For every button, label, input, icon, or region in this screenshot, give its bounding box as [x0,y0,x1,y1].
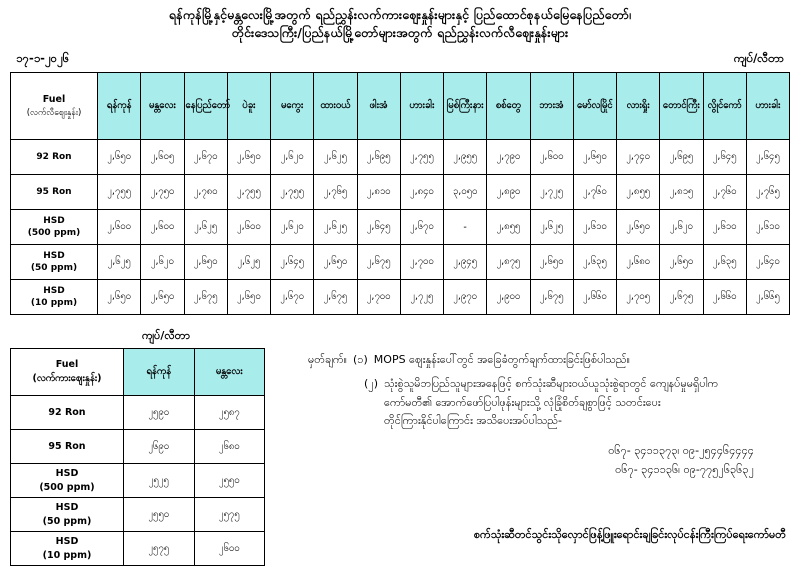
row-label-hsd500 [11,210,98,245]
cell-r1-c4: ၂,၇၅၅ [271,175,314,210]
column-header-7: ဟားခါး [400,73,443,140]
cell-r2-c2: ၂,၆၂၅ [184,210,227,245]
retail-table-body [11,140,790,315]
table-row [11,498,265,532]
table-row [11,245,790,280]
row-label-hsd50 [11,245,98,280]
cell-r4-c5: ၂,၆၇၅ [314,280,357,315]
cell-r3-c6: ၂,၆၇၅ [357,245,400,280]
wholesale-unit-label: ကျပ်/လီတာ [142,329,190,343]
cell-r2-c10: ၂,၆၂၅ [530,210,573,245]
cell-r2-c12: ၂,၆၅၀ [617,210,660,245]
table-row [11,280,790,315]
notes-label: မှတ်ချက်။ [308,353,348,367]
cell-r1-c9: ၂,၈၉၀ [487,175,530,210]
row-label-line-2: (10 ppm) [30,298,78,309]
cell-r3-c4: ၂,၆၄၅ [271,245,314,280]
wholesale-section [10,329,282,566]
cell-r4-c0: ၂,၆၅၀ [98,280,141,315]
cell-r0-c0: ၂,၆၅၀ [98,140,141,175]
page-title-line-1: ရန်ကုန်မြို့နှင့်မန္တလေးမြို့အတွက် ရည်ညွှန်းလက်ကားဈေးနှုန်းများနှင့် ပြည်ထောင်စုနယ်မြေနေပြည်တော်၊ [168,7,632,22]
note-text-1: MOPS ဈေးနှုန်းပေါ်တွင် အခြေခံတွက်ချက်ထားခြင်းဖြစ်ပါသည်။ [373,353,630,367]
cell-r4-c10: ၂,၆၇၅ [530,280,573,315]
column-header-3: ပဲခူး [227,73,270,140]
fuel-header-word: Fuel [55,359,79,370]
table-row [11,396,265,430]
note-item-2 [308,375,790,429]
cell-r1-c15: ၂,၇၆၅ [746,175,789,210]
cell-r2-c15: ၂,၆၁၀ [746,210,789,245]
cell-r4-c3: ၂,၆၅၀ [227,280,270,315]
cell-r0-c5: ၂,၆၂၅ [314,140,357,175]
fuel-header-sub: (လက်ကားဈေးနှုန်း) [32,373,102,385]
row-label-line-2: (500 ppm) [27,228,81,239]
wholesale-column-header-0: ရန်ကုန် [124,349,195,396]
cell-r2-c4: ၂,၆၂၀ [271,210,314,245]
cell-r1-c11: ၂,၇၆၀ [573,175,616,210]
cell-r0-c3: ၂,၆၅၀ [227,140,270,175]
cell-r0-c7: ၂,၇၅၅ [400,140,443,175]
cell-r2-c13: ၂,၆၂၀ [660,210,703,245]
wholesale-cell-r1-c0: ၂၆၉၀ [124,430,195,464]
cell-r2-c8: - [444,210,487,245]
cell-r4-c8: ၂,၉၇၀ [444,280,487,315]
cell-r3-c7: ၂,၇၀၀ [400,245,443,280]
row-label-line-1: HSD [43,250,65,261]
note-text-2-line-3: တိုင်ကြားနိုင်ပါကြောင်း အသိပေးအပ်ပါသည်- [384,413,562,427]
wholesale-row-label-hsd50 [11,498,124,532]
wholesale-row-label-95ron: 95 Ron [11,430,124,464]
wholesale-cell-r2-c0: ၂၅၂၅ [124,464,195,498]
wholesale-cell-r4-c0: ၂၅၇၅ [124,532,195,566]
column-header-11: မော်လမြိုင် [573,73,616,140]
cell-r1-c2: ၂,၇၈၀ [184,175,227,210]
cell-r0-c12: ၂,၇၄၀ [617,140,660,175]
note-text-2-line-2: ကော်မတီ၏ အောက်ဖော်ပြပါဖုန်းများသို့ လုံခြုံစိတ်ချစွာဖြင့် သတင်းပေး [384,395,661,409]
column-header-13: တောင်ကြီး [660,73,703,140]
row-label-line-1: HSD [43,285,65,296]
phone-line-2: ဝ၆၇- ၃၄၁၁၃၆၊ ဝ၉-၇၇၅၂၆၃၆၃၂ [615,462,754,476]
cell-r2-c14: ၂,၆၁၀ [703,210,746,245]
row-label-line-1: HSD [55,502,79,514]
cell-r2-c9: ၂,၈၅၅ [487,210,530,245]
cell-r0-c10: ၂,၆၀၀ [530,140,573,175]
cell-r4-c4: ၂,၆၇၀ [271,280,314,315]
cell-r3-c11: ၂,၆၃၅ [573,245,616,280]
cell-r1-c14: ၂,၇၆၀ [703,175,746,210]
cell-r0-c1: ၂,၆၀၅ [141,140,184,175]
row-label-line-1: HSD [43,215,65,226]
wholesale-table-head [11,349,265,396]
column-header-0: ရန်ကုန် [98,73,141,140]
note-text-2 [384,375,790,429]
cell-r0-c9: ၂,၇၉၀ [487,140,530,175]
cell-r1-c6: ၂,၈၁၀ [357,175,400,210]
column-header-1: မန္တလေး [141,73,184,140]
report-date: ၁၇-၁-၂၀၂၆ [16,51,70,66]
column-header-10: ဘားအံ [530,73,573,140]
row-label-line-2: (50 ppm) [30,263,78,274]
cell-r3-c15: ၂,၆၄၀ [746,245,789,280]
cell-r2-c0: ၂,၆၀၀ [98,210,141,245]
table-row [11,464,265,498]
column-header-9: စစ်တွေ [487,73,530,140]
column-header-8: မြစ်ကြီးနား [444,73,487,140]
row-label-hsd10 [11,280,98,315]
wholesale-column-header-1: မန္တလေး [194,349,265,396]
cell-r3-c0: ၂,၆၂၅ [98,245,141,280]
cell-r2-c6: ၂,၆၄၅ [357,210,400,245]
row-label-95ron: 95 Ron [11,175,98,210]
table-row [11,175,790,210]
retail-price-table [10,72,790,315]
column-header-6: ဖါးအံ [357,73,400,140]
contact-phones [308,442,790,479]
cell-r0-c13: ၂,၆၉၅ [660,140,703,175]
footer-committee-name: စက်သုံးဆီတင်သွင်းသိုလှောင်ဖြန့်ဖြူးရောင်းချခြင်းလုပ်ငန်းကြီးကြပ်ရေးကော်မတီ [473,528,786,541]
wholesale-price-table [10,348,265,566]
cell-r4-c14: ၂,၆၆၀ [703,280,746,315]
note-number-2: (၂) [364,377,378,391]
cell-r3-c8: ၂,၉၄၅ [444,245,487,280]
cell-r2-c3: ၂,၆၀၀ [227,210,270,245]
cell-r4-c13: ၂,၆၇၅ [660,280,703,315]
row-label-line-2: (50 ppm) [42,515,92,527]
cell-r4-c12: ၂,၇၀၅ [617,280,660,315]
wholesale-cell-r3-c1: ၂၅၇၅ [194,498,265,532]
cell-r0-c14: ၂,၆၄၅ [703,140,746,175]
notes-section [282,329,790,479]
cell-r1-c13: ၂,၈၁၅ [660,175,703,210]
cell-r3-c3: ၂,၆၂၅ [227,245,270,280]
meta-row [10,51,790,68]
note-number-1: (၁) [353,353,368,367]
table-row [11,430,265,464]
wholesale-row-label-92ron: 92 Ron [11,396,124,430]
wholesale-cell-r1-c1: ၂၆၈၀ [194,430,265,464]
cell-r0-c4: ၂,၆၂၀ [271,140,314,175]
cell-r2-c7: ၂,၆၇၀ [400,210,443,245]
cell-r4-c2: ၂,၆၇၅ [184,280,227,315]
row-label-line-2: (500 ppm) [39,481,95,493]
cell-r0-c11: ၂,၆၅၀ [573,140,616,175]
row-label-line-1: HSD [55,536,79,548]
column-header-14: လွိုင်ကော် [703,73,746,140]
cell-r3-c14: ၂,၆၃၅ [703,245,746,280]
column-header-12: လားရှိုး [617,73,660,140]
wholesale-cell-r0-c1: ၂၅၈၇ [194,396,265,430]
cell-r4-c15: ၂,၆၆၅ [746,280,789,315]
row-label-line-2: (10 ppm) [42,549,92,561]
cell-r3-c9: ၂,၈၇၅ [487,245,530,280]
cell-r3-c13: ၂,၆၅၀ [660,245,703,280]
wholesale-table-body [11,396,265,566]
fuel-column-header-wholesale [11,349,124,396]
cell-r4-c11: ၂,၆၆၀ [573,280,616,315]
table-row [11,140,790,175]
cell-r4-c6: ၂,၇၀၀ [357,280,400,315]
column-header-5: ထားဝယ် [314,73,357,140]
table-row [11,532,265,566]
cell-r3-c1: ၂,၆၂၀ [141,245,184,280]
cell-r1-c0: ၂,၇၅၅ [98,175,141,210]
cell-r2-c11: ၂,၆၁၀ [573,210,616,245]
note-text-2-line-1: သုံးစွဲသူမိဘပြည်သူများအနေဖြင့် စက်သုံးဆီများဝယ်ယူသုံးစွဲရာတွင် ကျေနပ်မှုမရှိပါက [384,377,719,391]
table-header-row [11,73,790,140]
cell-r0-c6: ၂,၆၉၅ [357,140,400,175]
cell-r1-c1: ၂,၇၅၀ [141,175,184,210]
cell-r4-c9: ၂,၉၀၀ [487,280,530,315]
cell-r1-c8: ၃,၀၅၀ [444,175,487,210]
cell-r0-c8: ၂,၉၅၅ [444,140,487,175]
cell-r0-c2: ၂,၆၇၀ [184,140,227,175]
note-item-1 [308,351,790,369]
cell-r2-c5: ၂,၆၂၅ [314,210,357,245]
table-row [11,210,790,245]
wholesale-cell-r3-c0: ၂၅၅၀ [124,498,195,532]
wholesale-cell-r0-c0: ၂၅၉၀ [124,396,195,430]
cell-r4-c7: ၂,၇၂၅ [400,280,443,315]
page-title-line-2: တိုင်းဒေသကြီး/ပြည်နယ်မြို့တော်များအတွက် ရည်ညွှန်းလက်လီဈေးနှုန်းများ [231,25,569,41]
cell-r1-c12: ၂,၈၅၅ [617,175,660,210]
row-label-line-1: HSD [55,468,79,480]
retail-unit-label: ကျပ်/လီတာ [733,51,784,66]
wholesale-cell-r4-c1: ၂၆၀၀ [194,532,265,566]
cell-r3-c5: ၂,၆၅၀ [314,245,357,280]
retail-table-head [11,73,790,140]
column-header-15: ဟားခါး [746,73,789,140]
cell-r3-c10: ၂,၆၅၀ [530,245,573,280]
title-block [10,6,790,42]
fuel-header-word: Fuel [42,93,66,105]
cell-r2-c1: ၂,၆၀၀ [141,210,184,245]
phone-line-1: ဝ၆၇- ၃၄၁၁၃၇၃၊ ဝ၉-၂၅၄၄၆၄၄၄၄ [608,443,754,457]
wholesale-row-label-hsd500 [11,464,124,498]
column-header-2: နေပြည်တော် [184,73,227,140]
cell-r1-c5: ၂,၇၆၅ [314,175,357,210]
fuel-column-header [11,73,98,140]
cell-r1-c3: ၂,၇၅၅ [227,175,270,210]
cell-r1-c10: ၂,၇၂၅ [530,175,573,210]
cell-r1-c7: ၂,၈၄၀ [400,175,443,210]
cell-r4-c1: ၂,၆၅၀ [141,280,184,315]
table-header-row [11,349,265,396]
row-label-92ron: 92 Ron [11,140,98,175]
wholesale-cell-r2-c1: ၂၅၅၀ [194,464,265,498]
cell-r3-c12: ၂,၆၈၀ [617,245,660,280]
fuel-header-sub: (လက်လီဈေးနှုန်း) [26,108,82,118]
cell-r0-c15: ၂,၆၄၅ [746,140,789,175]
wholesale-row-label-hsd10 [11,532,124,566]
column-header-4: မကွေး [271,73,314,140]
cell-r3-c2: ၂,၆၅၀ [184,245,227,280]
